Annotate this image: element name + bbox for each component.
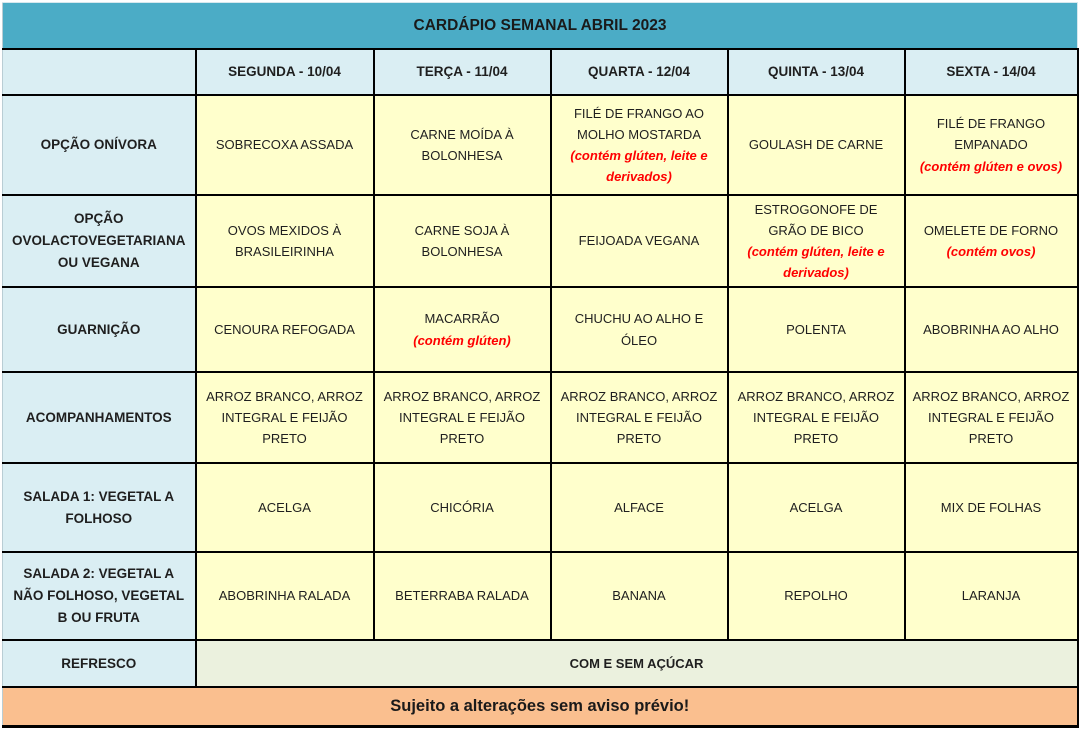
dish-name: ARROZ BRANCO, ARROZ INTEGRAL E FEIJÃO PRETO: [560, 388, 718, 447]
day-header-sexta: SEXTA - 14/04: [905, 49, 1078, 95]
dish-name: SOBRECOXA ASSADA: [215, 137, 354, 153]
menu-cell: [196, 195, 374, 287]
allergen-note: (contém ovos): [946, 244, 1036, 259]
menu-cell: [374, 195, 551, 287]
menu-cell: [728, 287, 905, 372]
dish-name: OMELETE DE FORNO: [923, 222, 1059, 238]
menu-cell: [551, 372, 728, 463]
dish-name: CARNE SOJA À BOLONHESA: [414, 222, 510, 259]
menu-cell: [196, 287, 374, 372]
menu-cell: [196, 463, 374, 552]
menu-cell: [905, 372, 1078, 463]
menu-cell: [728, 463, 905, 552]
dish-name: LARANJA: [961, 588, 1021, 604]
footer-notice: Sujeito a alterações sem aviso prévio!: [3, 687, 1078, 727]
allergen-note: (contém glúten, leite e derivados): [747, 244, 885, 281]
dish-name: ARROZ BRANCO, ARROZ INTEGRAL E FEIJÃO PRETO: [737, 388, 895, 447]
dish-name: GOULASH DE CARNE: [748, 137, 884, 153]
allergen-note: (contém glúten e ovos): [919, 158, 1063, 174]
dish-name: CARNE MOÍDA À BOLONHESA: [410, 126, 514, 163]
dish-name: ALFACE: [614, 499, 664, 515]
menu-cell: [551, 463, 728, 552]
menu-cell: [905, 195, 1078, 287]
dish-name: BANANA: [612, 588, 666, 604]
menu-cell: [374, 552, 551, 640]
menu-cell: [374, 463, 551, 552]
dish-name: ABOBRINHA RALADA: [218, 588, 351, 604]
dish-name: CHICÓRIA: [430, 499, 494, 515]
dish-name: ABOBRINHA AO ALHO: [923, 321, 1059, 337]
row-header-acompanhamentos: ACOMPANHAMENTOS: [3, 372, 196, 463]
row-header-opcao-ovolactovegetariana: OPÇÃO OVOLACTOVEGETARIANA OU VEGANA: [3, 195, 196, 287]
menu-cell: [905, 287, 1078, 372]
day-header-terca: TERÇA - 11/04: [374, 49, 551, 95]
dish-name: MIX DE FOLHAS: [940, 499, 1042, 515]
dish-name: POLENTA: [786, 321, 846, 337]
dish-name: REPOLHO: [784, 588, 848, 604]
dish-name: ACELGA: [789, 499, 843, 515]
row-header-salada-2: SALADA 2: VEGETAL A NÃO FOLHOSO, VEGETAL B OU FRUTA: [3, 552, 196, 640]
dish-name: CENOURA REFOGADA: [214, 321, 355, 337]
menu-cell: [728, 552, 905, 640]
row-header-opcao-onivora: OPÇÃO ONÍVORA: [3, 95, 196, 195]
allergen-note: (contém glúten): [413, 332, 511, 348]
dish-name: ARROZ BRANCO, ARROZ INTEGRAL E FEIJÃO PRETO: [912, 388, 1070, 447]
menu-cell: [905, 95, 1078, 195]
row-header-guarnicao: GUARNIÇÃO: [3, 287, 196, 372]
menu-table: [2, 2, 1079, 728]
allergen-note: (contém glúten, leite e derivados): [570, 148, 708, 185]
menu-cell: [196, 552, 374, 640]
dish-name: ARROZ BRANCO, ARROZ INTEGRAL E FEIJÃO PRETO: [383, 388, 541, 447]
refresco-value: COM E SEM AÇÚCAR: [196, 640, 1078, 687]
menu-cell: [374, 372, 551, 463]
menu-cell: [728, 372, 905, 463]
menu-title: CARDÁPIO SEMANAL ABRIL 2023: [3, 3, 1078, 50]
row-header-salada-1: SALADA 1: VEGETAL A FOLHOSO: [3, 463, 196, 552]
dish-name: CHUCHU AO ALHO E ÓLEO: [574, 311, 704, 348]
dish-name: FEIJOADA VEGANA: [578, 233, 700, 249]
menu-cell: [728, 195, 905, 287]
menu-cell: [551, 287, 728, 372]
corner-cell: [3, 49, 196, 95]
dish-name: ESTROGONOFE DE GRÃO DE BICO: [754, 201, 878, 238]
dish-name: MACARRÃO: [424, 311, 500, 327]
menu-cell: [905, 463, 1078, 552]
row-header-refresco: REFRESCO: [3, 640, 196, 687]
dish-name: FILÉ DE FRANGO AO MOLHO MOSTARDA: [573, 105, 705, 142]
menu-cell: [551, 195, 728, 287]
menu-cell: [728, 95, 905, 195]
menu-cell: [196, 372, 374, 463]
menu-cell: [374, 95, 551, 195]
dish-name: ACELGA: [258, 499, 311, 515]
day-header-quinta: QUINTA - 13/04: [728, 49, 905, 95]
dish-name: FILÉ DE FRANGO EMPANADO: [936, 116, 1046, 153]
menu-cell: [551, 95, 728, 195]
menu-cell: [905, 552, 1078, 640]
day-header-quarta: QUARTA - 12/04: [551, 49, 728, 95]
dish-name: BETERRABA RALADA: [395, 588, 529, 604]
menu-cell: [374, 287, 551, 372]
dish-name: ARROZ BRANCO, ARROZ INTEGRAL E FEIJÃO PRETO: [206, 388, 363, 447]
day-header-segunda: SEGUNDA - 10/04: [196, 49, 374, 95]
menu-cell: [551, 552, 728, 640]
menu-cell: [196, 95, 374, 195]
dish-name: OVOS MEXIDOS À BRASILEIRINHA: [227, 222, 342, 259]
